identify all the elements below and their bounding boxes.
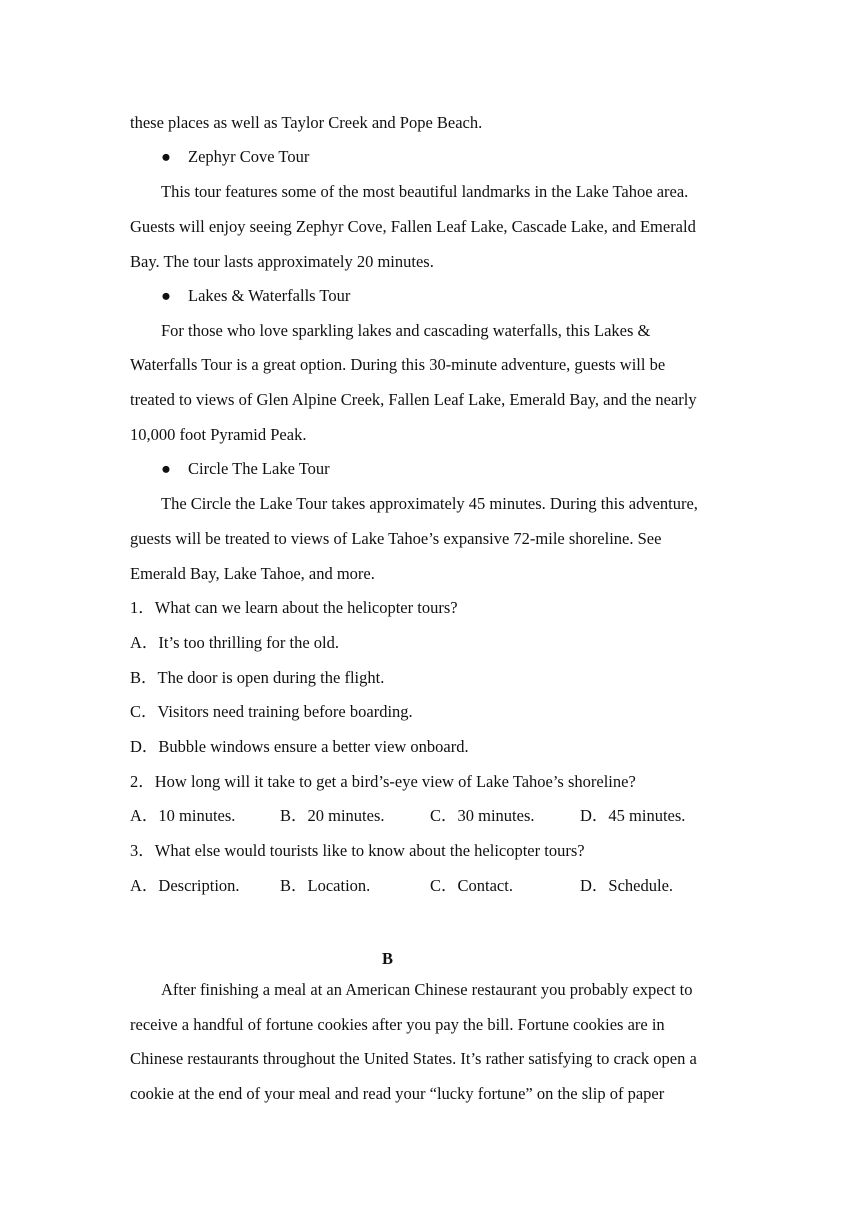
paragraph-line: Guests will enjoy seeing Zephyr Cove, Fallen Leaf Lake, Cascade Lake, and Emerald	[130, 217, 696, 236]
question-1-option-d: D．Bubble windows ensure a better view onboard.	[130, 737, 469, 756]
paragraph-line: Waterfalls Tour is a great option. During this 30-minute adventure, guests will be	[130, 355, 666, 374]
question-2-option-a: A．10 minutes.	[130, 806, 236, 825]
paragraph-line: receive a handful of fortune cookies after you pay the bill. Fortune cookies are in	[130, 1015, 665, 1034]
tour-heading-lakes-waterfalls	[161, 286, 350, 306]
question-3-option-a: A．Description.	[130, 876, 240, 895]
bullet-icon: ●	[161, 147, 171, 166]
question-2-option-d: D．45 minutes.	[580, 806, 686, 825]
question-3-option-c: C．Contact.	[430, 876, 513, 895]
question-3-option-b: B．Location.	[280, 876, 371, 895]
paragraph-line: This tour features some of the most beautiful landmarks in the Lake Tahoe area.	[161, 182, 689, 201]
bullet-icon: ●	[161, 286, 171, 305]
question-2-stem: 2．How long will it take to get a bird’s-eye view of Lake Tahoe’s shoreline?	[130, 772, 636, 791]
tour-title: Zephyr Cove Tour	[188, 147, 310, 166]
paragraph-line: Emerald Bay, Lake Tahoe, and more.	[130, 564, 375, 583]
question-3-option-d: D．Schedule.	[580, 876, 674, 895]
paragraph-line: treated to views of Glen Alpine Creek, Fallen Leaf Lake, Emerald Bay, and the nearly	[130, 390, 697, 409]
bullet-icon: ●	[161, 459, 171, 478]
paragraph-line: guests will be treated to views of Lake Tahoe’s expansive 72-mile shoreline. See	[130, 529, 662, 548]
paragraph-line: For those who love sparkling lakes and cascading waterfalls, this Lakes &	[161, 321, 651, 340]
paragraph-line: The Circle the Lake Tour takes approximately 45 minutes. During this adventure,	[161, 494, 698, 513]
paragraph-line: cookie at the end of your meal and read your “lucky fortune” on the slip of paper	[130, 1084, 665, 1103]
paragraph-line: these places as well as Taylor Creek and Pope Beach.	[130, 113, 483, 132]
paragraph-line: After finishing a meal at an American Chinese restaurant you probably expect to	[161, 980, 693, 999]
tour-title: Circle The Lake Tour	[188, 459, 330, 478]
question-2-option-b: B．20 minutes.	[280, 806, 385, 825]
question-1-stem: 1．What can we learn about the helicopter tours?	[130, 598, 458, 617]
tour-heading-zephyr-cove	[161, 147, 309, 167]
paragraph-line: 10,000 foot Pyramid Peak.	[130, 425, 307, 444]
question-1-option-a: A．It’s too thrilling for the old.	[130, 633, 339, 652]
tour-heading-circle-the-lake	[161, 459, 330, 479]
question-1-option-b: B．The door is open during the flight.	[130, 668, 385, 687]
question-3-stem: 3．What else would tourists like to know about the helicopter tours?	[130, 841, 585, 860]
paragraph-line: Chinese restaurants throughout the United States. It’s rather satisfying to crack open a	[130, 1049, 697, 1068]
paragraph-line: Bay. The tour lasts approximately 20 minutes.	[130, 252, 434, 271]
section-heading-b: B	[381, 949, 393, 968]
question-2-option-c: C．30 minutes.	[430, 806, 535, 825]
question-1-option-c: C．Visitors need training before boarding.	[130, 702, 413, 721]
tour-title: Lakes & Waterfalls Tour	[188, 286, 351, 305]
